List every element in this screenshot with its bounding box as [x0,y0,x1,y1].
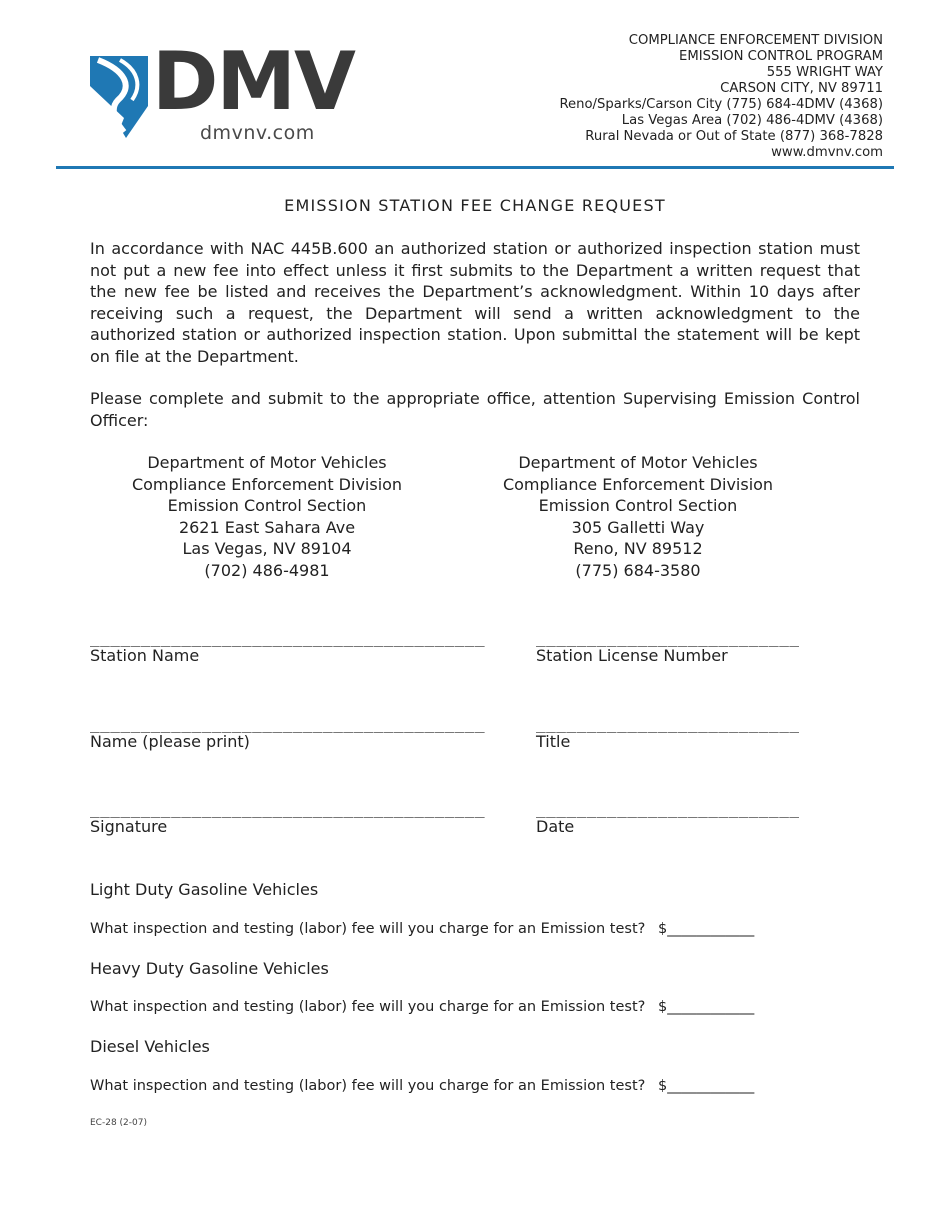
office-division: Compliance Enforcement Division [131,474,403,494]
office-division: Compliance Enforcement Division [502,474,774,494]
question-text: What inspection and testing (labor) fee will you charge for an Emission test? [90,921,646,937]
signature-label: Signature [90,817,168,836]
header-street: 555 WRIGHT WAY [766,65,883,80]
office-city: Reno, NV 89512 [573,539,703,558]
header-city: CARSON CITY, NV 89711 [720,81,883,96]
header-address-block [559,33,883,161]
question-text: What inspection and testing (labor) fee will you charge for an Emission test? [90,999,646,1015]
header-phone-reno: Reno/Sparks/Carson City (775) 684-4DMV (4368) [559,97,883,112]
office-section: Emission Control Section [538,496,738,515]
nevada-road-icon [90,56,148,138]
station-name-line[interactable]: _______________________________________ [90,628,486,647]
title-line[interactable]: __________________________ [536,714,800,733]
header-divider [56,166,894,169]
dmv-logo [90,35,370,147]
section-heavy-duty-heading: Heavy Duty Gasoline Vehicles [90,959,329,978]
office-agency: Department of Motor Vehicles [518,453,758,472]
header-phone-rural: Rural Nevada or Out of State (877) 368-7828 [585,129,883,144]
date-line[interactable]: __________________________ [536,799,800,818]
office-reno [488,452,788,581]
light-duty-fee-field[interactable]: $____________ [657,921,755,937]
office-las-vegas [117,452,417,581]
office-street: 2621 East Sahara Ave [178,517,356,537]
question-text: What inspection and testing (labor) fee will you charge for an Emission test? [90,1078,646,1094]
heavy-duty-question [90,999,754,1015]
section-light-duty-heading: Light Duty Gasoline Vehicles [90,880,319,899]
office-city: Las Vegas, NV 89104 [182,539,352,558]
light-duty-question [90,921,754,937]
date-label: Date [536,817,575,836]
section-diesel-heading: Diesel Vehicles [90,1037,210,1056]
logo-website: dmvnv.com [200,122,315,144]
instructions-paragraph: Please complete and submit to the appropriate office, attention Supervising Emission Control Officer: [90,389,860,430]
office-agency: Department of Motor Vehicles [147,453,387,472]
name-print-label: Name (please print) [90,732,250,751]
diesel-fee-field[interactable]: $____________ [657,1078,755,1094]
intro-paragraph: In accordance with NAC 445B.600 an authorized station or authorized inspection station must not put a new fee into effect unless it first submits to the Department a written request that the new fee be listed and receives the Department’s acknowledgment. Within 10 days after receiving such a request, the Department will send a written acknowledgment to the authorized station or authorized inspection station. Upon submittal the statement will be kept on file at the Department. [90,239,860,366]
header-program: EMISSION CONTROL PROGRAM [678,49,883,64]
diesel-question [90,1078,754,1094]
office-phone: (702) 486-4981 [204,560,330,580]
form-title: EMISSION STATION FEE CHANGE REQUEST [284,196,666,215]
station-name-label: Station Name [90,646,200,665]
station-license-label: Station License Number [536,646,728,665]
heavy-duty-fee-field[interactable]: $____________ [657,999,755,1015]
header-division: COMPLIANCE ENFORCEMENT DIVISION [628,33,883,48]
title-label: Title [536,732,571,751]
office-phone: (775) 684-3580 [575,560,701,580]
name-print-line[interactable]: _______________________________________ [90,714,486,733]
office-street: 305 Galletti Way [571,517,705,537]
signature-line[interactable]: _______________________________________ [90,799,486,818]
form-code: EC-28 (2-07) [90,1118,147,1128]
station-license-line[interactable]: __________________________ [536,628,800,647]
office-section: Emission Control Section [167,496,367,515]
header-phone-las-vegas: Las Vegas Area (702) 486-4DMV (4368) [621,113,883,128]
header-website: www.dmvnv.com [771,145,883,160]
logo-wordmark: DMV [152,35,354,128]
